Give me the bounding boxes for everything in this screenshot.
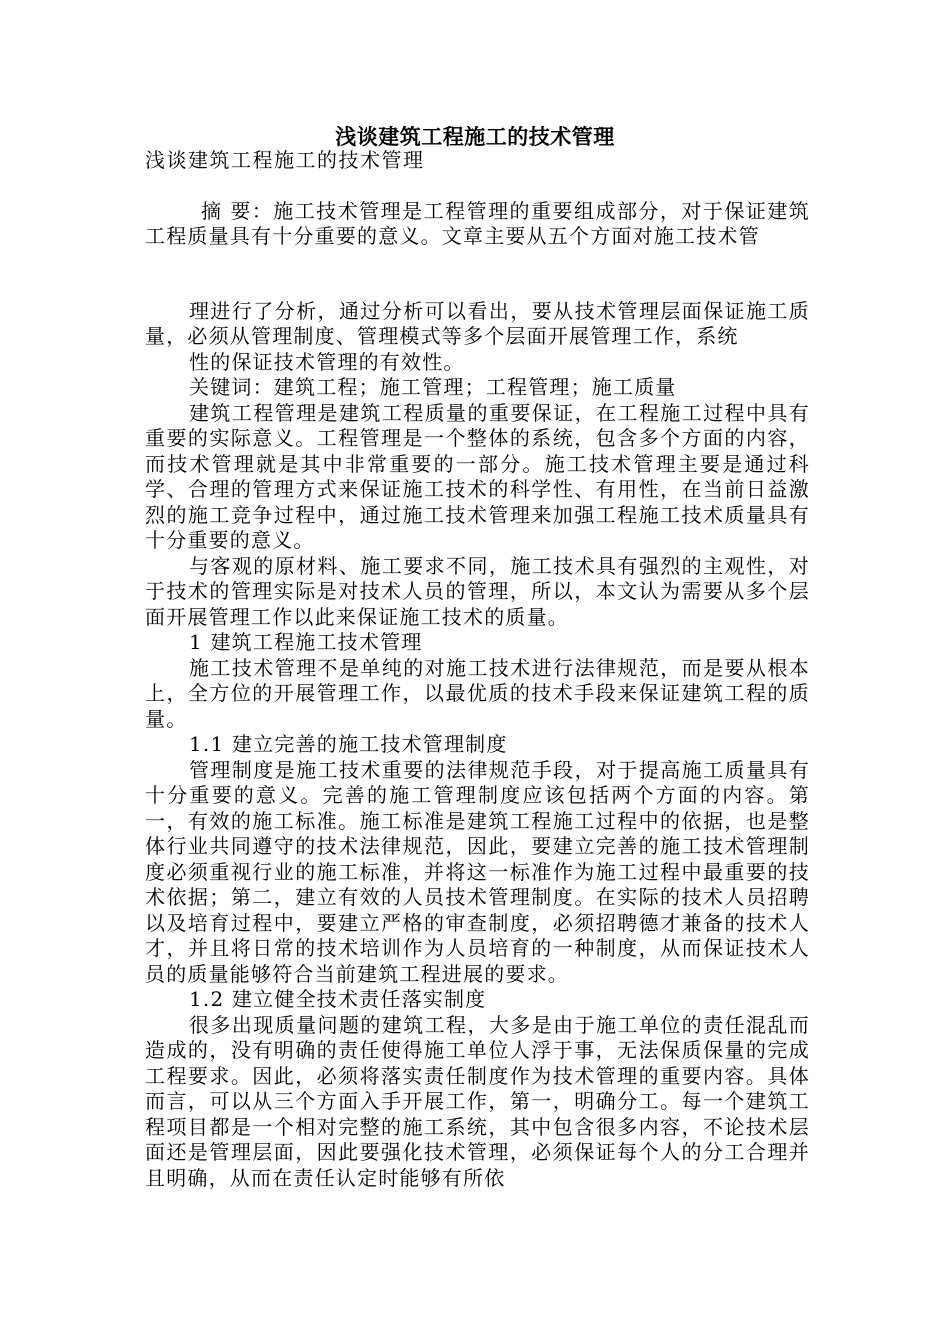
abstract-paragraph-3: 性的保证技术管理的有效性。 [189,349,465,374]
section-1-2-paragraph: 很多出现质量问题的建筑工程，大多是由于施工单位的责任混乱而造成的，没有明确的责任使得施工单位人浮于事，无法保质保量的完成工程要求。因此，必须将落实责任制度作为技术管理的重要内容。具体而言，可以从三个方面入手开展工作，第一，明确分工。每一个建筑工程项目都是一个相对完整的施工系统，其中包含很多内容，不论技术层面还是管理层面，因此要强化技术管理，必须保证每个人的分工合理并且明确，从而在责任认定时能够有所依 [145,1012,810,1190]
section-1-paragraph: 施工技术管理不是单纯的对施工技术进行法律规范，而是要从根本上，全方位的开展管理工作，以最优质的技术手段来保证建筑工程的质量。 [145,655,810,731]
abstract-paragraph-2: 理进行了分析，通过分析可以看出，要从技术管理层面保证施工质量，必须从管理制度、管理模式等多个层面开展管理工作，系统 [145,298,810,348]
section-1-heading: 1 建筑工程施工技术管理 [189,630,423,654]
document-body [145,148,810,1191]
abstract-paragraph-1: 摘 要：施工技术管理是工程管理的重要组成部分，对于保证建筑工程质量具有十分重要的意义。文章主要从五个方面对施工技术管 [145,198,810,248]
section-1-1-paragraph: 管理制度是施工技术重要的法律规范手段，对于提高施工质量具有十分重要的意义。完善的施工管理制度应该包括两个方面的内容。第一，有效的施工标准。施工标准是建筑工程施工过程中的依据，也是整体行业共同遵守的技术法律规范，因此，要建立完善的施工技术管理制度必须重视行业的施工标准，并将这一标准作为施工过程中最重要的技术依据；第二，建立有效的人员技术管理制度。在实际的技术人员招聘以及培育过程中，要建立严格的审查制度，必须招聘德才兼备的技术人才，并且将日常的技术培训作为人员培育的一种制度，从而保证技术人员的质量能够符合当前建筑工程进展的要求。 [145,757,810,986]
document-title: 浅谈建筑工程施工的技术管理 [335,124,615,149]
keywords-line: 关键词：建筑工程；施工管理；工程管理；施工质量 [189,375,677,399]
document-subtitle: 浅谈建筑工程施工的技术管理 [145,148,425,172]
section-1-1-heading: 1.1 建立完善的施工技术管理制度 [189,732,508,756]
intro-paragraph-2: 与客观的原材料、施工要求不同，施工技术具有强烈的主观性，对于技术的管理实际是对技术人员的管理，所以，本文认为需要从多个层面开展管理工作以此来保证施工技术的质量。 [145,553,810,629]
intro-paragraph-1: 建筑工程管理是建筑工程质量的重要保证，在工程施工过程中具有重要的实际意义。工程管理是一个整体的系统，包含多个方面的内容，而技术管理就是其中非常重要的一部分。施工技术管理主要是通过科学、合理的管理方式来保证施工技术的科学性、有用性，在当前日益激烈的施工竞争过程中，通过施工技术管理来加强工程施工技术质量具有十分重要的意义。 [145,400,810,552]
section-1-2-heading: 1.2 建立健全技术责任落实制度 [189,987,487,1011]
